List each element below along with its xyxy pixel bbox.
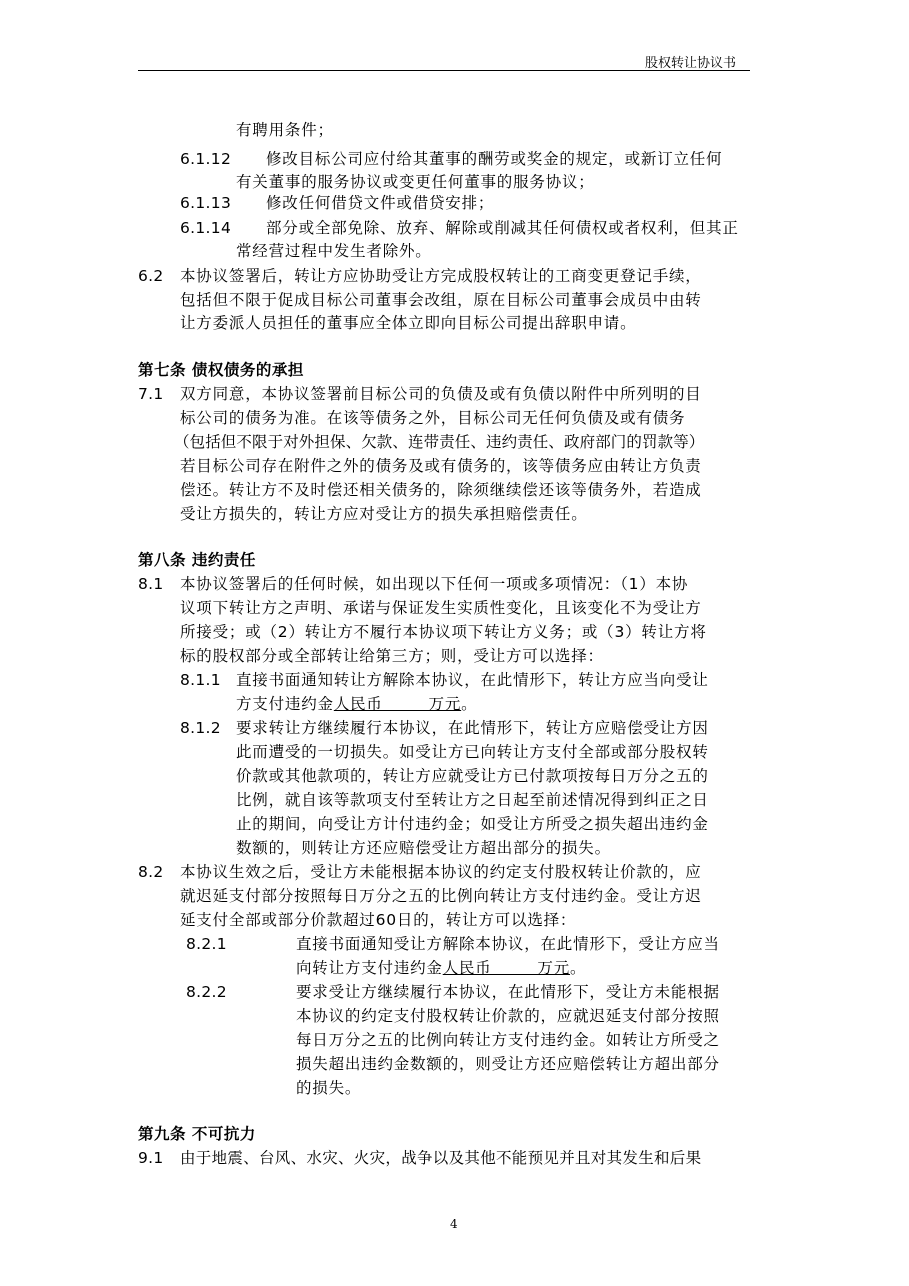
text-segment: 方支付违约金	[236, 695, 334, 713]
clause-number: 6.2	[138, 267, 164, 285]
text-line: 的损失。	[296, 1079, 362, 1097]
text-line: 价款或其他款项的，转让方应就受让方已付款项按每日万分之五的	[236, 767, 709, 785]
text-segment: 向转让方支付违约金	[296, 959, 443, 977]
text-line	[236, 694, 477, 714]
text-line: 损失超出违约金数额的，则受让方还应赔偿转让方超出部分	[296, 1055, 720, 1073]
text-line: 本协议的约定支付股权转让价款的，应就迟延支付部分按照	[296, 1007, 720, 1025]
text-line: 所接受；或（2）转让方不履行本协议项下转让方义务；或（3）转让方将	[180, 623, 707, 641]
text-line: 受让方损失的，转让方应对受让方的损失承担赔偿责任。	[180, 505, 588, 523]
header-title: 股权转让协议书	[645, 56, 737, 71]
clause-number: 8.1.1	[180, 671, 221, 689]
section-heading: 第八条 违约责任	[138, 551, 256, 569]
text-line: 直接书面通知转让方解除本协议，在此情形下，转让方应当向受让	[236, 671, 709, 689]
text-line: 标的股权部分或全部转让给第三方；则，受让方可以选择：	[180, 647, 604, 665]
page-number: 4	[450, 1217, 458, 1231]
clause-number: 6.1.14	[180, 219, 232, 237]
text-line	[296, 958, 586, 978]
clause-number: 9.1	[138, 1149, 164, 1167]
text-line: 要求受让方继续履行本协议，在此情形下，受让方未能根据	[296, 983, 720, 1001]
text-line: 部分或全部免除、放弃、解除或削减其任何债权或者权利，但其正	[266, 219, 739, 237]
clause-number: 8.2.1	[186, 935, 227, 953]
text-line: 包括但不限于促成目标公司董事会改组，原在目标公司董事会成员中由转	[180, 291, 702, 309]
clause-number: 8.1.2	[180, 719, 221, 737]
clause-number: 6.1.12	[180, 150, 232, 168]
text-line: 本协议生效之后，受让方未能根据本协议的约定支付股权转让价款的，应	[180, 863, 702, 881]
text-line: 比例，就自该等款项支付至转让方之日起至前述情况得到纠正之日	[236, 791, 709, 809]
text-line: （包括但不限于对外担保、欠款、连带责任、违约责任、政府部门的罚款等）	[174, 433, 705, 451]
clause-number: 8.2	[138, 863, 164, 881]
text-segment: 。	[461, 695, 478, 713]
text-line: 有关董事的服务协议或变更任何董事的服务协议；	[236, 173, 595, 191]
text-line: 双方同意，本协议签署前目标公司的负债及或有负债以附件中所列明的目	[180, 385, 702, 403]
text-line: 止的期间，向受让方计付违约金；如受让方所受之损失超出违约金	[236, 815, 709, 833]
text-line: 议项下转让方之声明、承诺与保证发生实质性变化，且该变化不为受让方	[180, 599, 702, 617]
text-line: 有聘用条件；	[236, 121, 334, 139]
amount-blank: 人民币 万元	[442, 959, 571, 977]
text-line: 本协议签署后的任何时候，如出现以下任何一项或多项情况：（1）本协	[180, 575, 689, 593]
clause-number: 8.1	[138, 575, 164, 593]
text-line: 若目标公司存在附件之外的债务及或有债务的，该等债务应由转让方负责	[180, 457, 702, 475]
clause-number: 8.2.2	[186, 983, 227, 1001]
text-line: 修改任何借贷文件或借贷安排；	[266, 194, 495, 212]
text-line: 偿还。转让方不及时偿还相关债务的，除须继续偿还该等债务外，若造成	[180, 481, 702, 499]
text-line: 每日万分之五的比例向转让方支付违约金。如转让方所受之	[296, 1031, 720, 1049]
clause-number: 7.1	[138, 385, 164, 403]
text-line: 标公司的债务为准。在该等债务之外，目标公司无任何负债及或有债务	[180, 409, 686, 427]
text-line: 常经营过程中发生者除外。	[236, 242, 432, 260]
text-line: 让方委派人员担任的董事应全体立即向目标公司提出辞职申请。	[180, 314, 637, 332]
text-line: 要求转让方继续履行本协议，在此情形下，转让方应赔偿受让方因	[236, 719, 709, 737]
header-rule	[138, 70, 750, 71]
clause-number: 6.1.13	[180, 194, 232, 212]
text-line: 延支付全部或部分价款超过60日的，转让方可以选择：	[180, 911, 577, 929]
section-heading: 第七条 债权债务的承担	[138, 361, 304, 379]
text-line: 由于地震、台风、水灾、火灾，战争以及其他不能预见并且对其发生和后果	[180, 1149, 702, 1167]
section-heading: 第九条 不可抗力	[138, 1125, 256, 1143]
text-line: 本协议签署后，转让方应协助受让方完成股权转让的工商变更登记手续，	[180, 267, 702, 285]
text-line: 数额的，则转让方还应赔偿受让方超出部分的损失。	[236, 839, 611, 857]
text-segment: 。	[570, 959, 587, 977]
text-line: 修改目标公司应付给其董事的酬劳或奖金的规定，或新订立任何	[266, 150, 723, 168]
text-line: 此而遭受的一切损失。如受让方已向转让方支付全部或部分股权转	[236, 743, 709, 761]
amount-blank: 人民币 万元	[333, 695, 462, 713]
text-line: 就迟延支付部分按照每日万分之五的比例向转让方支付违约金。受让方迟	[180, 887, 702, 905]
text-line: 直接书面通知受让方解除本协议，在此情形下，受让方应当	[296, 935, 720, 953]
